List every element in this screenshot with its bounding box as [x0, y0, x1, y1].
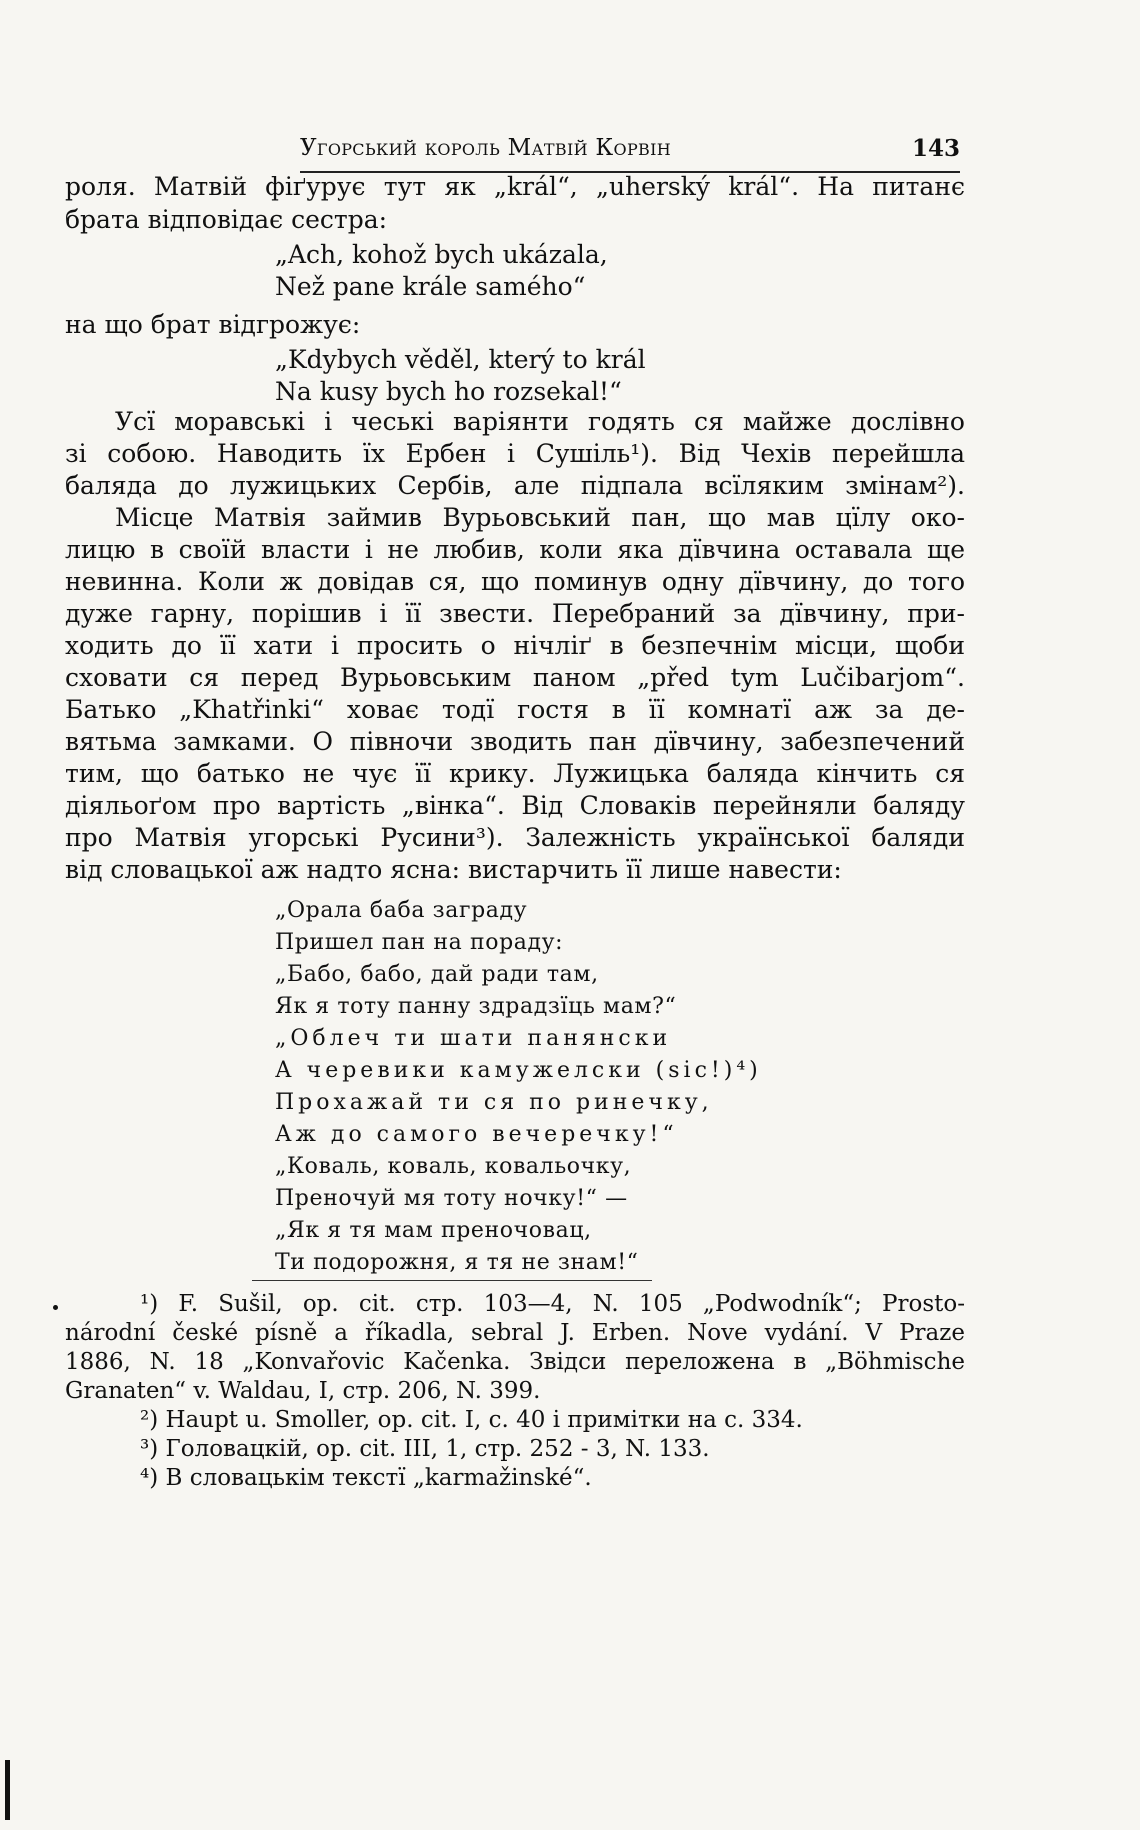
footnote-line: ³) Головацкій, op. cit. III, 1, стр. 252 - 3, N. 133.	[140, 1436, 710, 1462]
verse-line: Na kusy bych ho rozsekal!“	[275, 377, 622, 406]
footnote-line: 1886, N. 18 „Konvařovic Kačenka. Звідси переложена в „Böhmische	[65, 1349, 965, 1375]
footnote-line: ⁴) В словацькім текстї „karmažinské“.	[140, 1465, 592, 1491]
body-line: невинна. Коли ж довідав ся, що поминув одну дївчину, до того	[65, 567, 965, 596]
body-line: про Матвія угорські Русини³). Залежність української баляди	[65, 823, 965, 852]
body-line: діяльоґом про вартість „вінка“. Від Словаків перейняли баляду	[65, 791, 965, 820]
verse-line: Як я тоту панну здрадзїць мам?“	[275, 994, 677, 1019]
running-header	[300, 135, 960, 173]
running-title: Угорський король Матвій Корвін	[300, 135, 671, 161]
verse-line: А черевики камужелски (sic!)⁴)	[275, 1058, 762, 1083]
verse-line: „Бабо, бабо, дай ради там,	[275, 962, 599, 987]
verse-line: Прохажай ти ся по ринечку,	[275, 1090, 713, 1115]
body-line: вятьма замками. О півночи зводить пан дївчину, забезпечений	[65, 727, 965, 756]
body-line: роля. Матвій фіґурує тут як „král“, „uherský král“. На питанє	[65, 172, 965, 201]
verse-line: „Облеч ти шати панянски	[275, 1026, 672, 1051]
body-line: від словацької аж надто ясна: вистарчить її лише навести:	[65, 855, 842, 884]
verse-line: Ти подорожня, я тя не знам!“	[275, 1250, 639, 1275]
verse-line: „Як я тя мам преночовац,	[275, 1218, 592, 1243]
body-line: баляда до лужицьких Сербів, але підпала всїляким змінам²).	[65, 471, 965, 500]
footnote-line: ¹) F. Sušil, op. cit. стр. 103—4, N. 105 „Podwodník“; Prosto-	[140, 1291, 965, 1317]
body-line: брата відповідає сестра:	[65, 205, 388, 234]
footnote-line: ²) Haupt u. Smoller, op. cit. I, c. 40 і примітки на с. 334.	[140, 1407, 803, 1433]
footnote-line: národní české písně a říkadla, sebral J. Erben. Nove vydání. V Praze	[65, 1320, 965, 1346]
page-number: 143	[911, 135, 960, 162]
binding-edge-mark	[5, 1760, 10, 1820]
body-line: Усї моравські і чеські варіянти годять ся майже дослівно	[115, 407, 965, 436]
verse-line: Аж до самого вечеречку!“	[275, 1122, 678, 1147]
body-line: Місце Матвія займив Вурьовський пан, що мав цїлу око-	[115, 503, 965, 532]
body-line: дуже гарну, порішив і її звести. Перебраний за дївчину, при-	[65, 599, 965, 628]
footnote-line: Granaten“ v. Waldau, I, стр. 206, N. 399.	[65, 1378, 541, 1404]
body-line: на що брат відгрожує:	[65, 310, 361, 339]
body-line: Батько „Khatřinki“ ховає тодї гостя в її комнатї аж за де-	[65, 695, 965, 724]
body-line: сховати ся перед Вурьовським паном „před tym Lučibarjom“.	[65, 663, 965, 692]
verse-line: „Kdybych věděl, který to král	[275, 345, 646, 374]
verse-line: Преночуй мя тоту ночку!“ —	[275, 1186, 628, 1211]
verse-line: „Орала баба заграду	[275, 898, 528, 923]
verse-line: Než pane krále samého“	[275, 272, 586, 301]
footnote-divider	[252, 1280, 652, 1281]
verse-line: „Ach, kohož bych ukázala,	[275, 240, 608, 269]
verse-line: Пришел пан на пораду:	[275, 930, 564, 955]
body-line: зі собою. Наводить їх Ербен і Сушіль¹). Від Чехів перейшла	[65, 439, 965, 468]
print-speck	[53, 1305, 58, 1310]
verse-line: „Коваль, коваль, ковальочку,	[275, 1154, 632, 1179]
body-line: лицю в своїй власти і не любив, коли яка дївчина оставала ще	[65, 535, 965, 564]
body-line: ходить до її хати і просить о нічліґ в безпечнім місци, щоби	[65, 631, 965, 660]
body-line: тим, що батько не чує її крику. Лужицька баляда кінчить ся	[65, 759, 965, 788]
